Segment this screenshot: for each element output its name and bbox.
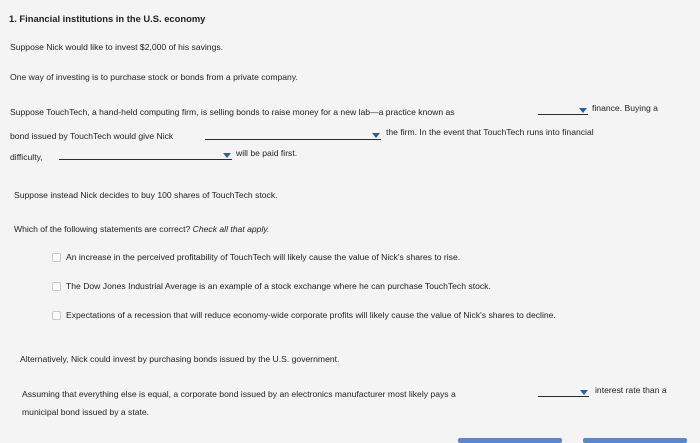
prompt-hint: Check all that apply. bbox=[192, 224, 270, 234]
paragraph1-line2-end-text: the firm. In the event that TouchTech runs into financial bbox=[386, 127, 594, 137]
stock-intro-text: One way of investing is to purchase stock or bonds from a private company. bbox=[10, 72, 298, 82]
paragraph2-line1-end-text: interest rate than a bbox=[595, 385, 667, 395]
chevron-down-icon bbox=[579, 108, 587, 113]
paragraph1-line3-end-text: will be paid first. bbox=[236, 148, 298, 158]
paragraph1-line1-end-text: finance. Buying a bbox=[592, 103, 658, 113]
option-checkbox-1[interactable] bbox=[52, 253, 61, 262]
checkbox-prompt bbox=[14, 224, 269, 235]
chevron-down-icon bbox=[372, 133, 380, 138]
ownership-dropdown[interactable] bbox=[205, 130, 381, 140]
paid-first-dropdown[interactable] bbox=[59, 150, 232, 160]
option-label-2: The Dow Jones Industrial Average is an example of a stock exchange where he can purchase TouchTech stock. bbox=[66, 281, 491, 291]
question-title: 1. Financial institutions in the U.S. economy bbox=[9, 13, 206, 24]
option-label-3: Expectations of a recession that will reduce economy-wide corporate profits will likely cause the value of Nick's shares to decline. bbox=[66, 310, 556, 320]
alternative-text: Alternatively, Nick could invest by purchasing bonds issued by the U.S. government. bbox=[20, 354, 340, 364]
paragraph1-line3-text: difficulty, bbox=[10, 152, 43, 162]
paragraph2-line2-text: municipal bond issued by a state. bbox=[22, 407, 150, 417]
option-label-1: An increase in the perceived profitability of TouchTech will likely cause the value of Nick's shares to rise. bbox=[66, 252, 461, 262]
option-checkbox-3[interactable] bbox=[52, 311, 61, 320]
prompt-text: Which of the following statements are correct? bbox=[14, 224, 191, 234]
scenario-text: Suppose instead Nick decides to buy 100 shares of TouchTech stock. bbox=[14, 190, 278, 200]
save-button[interactable] bbox=[583, 438, 687, 443]
option-checkbox-2[interactable] bbox=[52, 282, 61, 291]
paragraph1-line2-text: bond issued by TouchTech would give Nick bbox=[10, 131, 174, 141]
chevron-down-icon bbox=[223, 153, 231, 158]
paragraph2-line1-text: Assuming that everything else is equal, a corporate bond issued by an electronics manufacturer most likely pays a bbox=[22, 389, 456, 399]
interest-rate-dropdown[interactable] bbox=[538, 387, 589, 397]
paragraph1-line1-text: Suppose TouchTech, a hand-held computing firm, is selling bonds to raise money for a new lab—a practice known as bbox=[10, 107, 455, 117]
chevron-down-icon bbox=[580, 390, 588, 395]
intro-text: Suppose Nick would like to invest $2,000 of his savings. bbox=[10, 42, 224, 52]
finance-type-dropdown[interactable] bbox=[538, 105, 588, 115]
grade-button[interactable] bbox=[458, 438, 562, 443]
